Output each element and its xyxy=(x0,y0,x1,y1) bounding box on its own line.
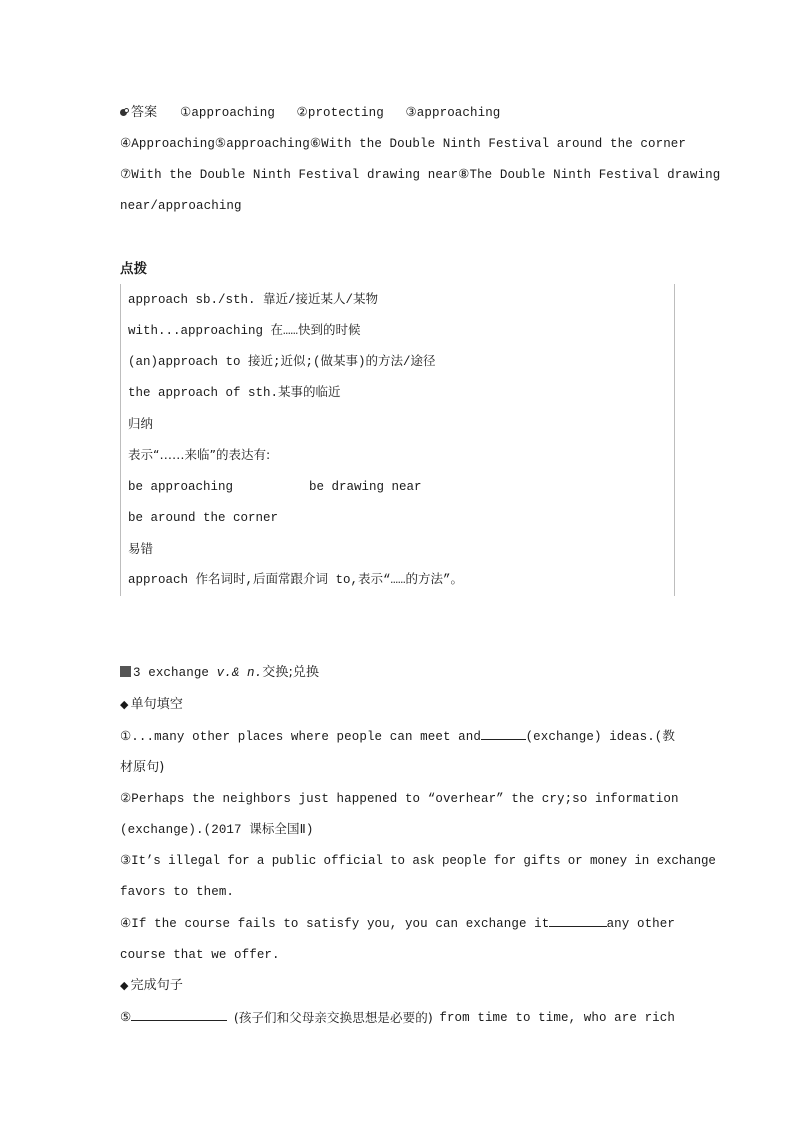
answer-item: ⑤approaching xyxy=(214,137,310,151)
answer-blank[interactable] xyxy=(549,914,606,927)
tips-expression: be around the corner xyxy=(128,511,279,525)
answer-item: ③approaching xyxy=(405,106,501,120)
tips-line: approach sb./sth. 靠近/接近某人/某物 xyxy=(128,293,379,307)
tips-box xyxy=(120,284,675,596)
section-header xyxy=(120,663,675,683)
diamond-icon: ◆ xyxy=(120,979,129,992)
section-number: 3 xyxy=(133,666,141,680)
question-2: ②Perhaps the neighbors just happened to “overhear” the cry;so information xyxy=(120,792,679,806)
answer-label: 答案 xyxy=(131,105,158,120)
answer-line-4: near/approaching xyxy=(120,199,242,213)
question-1: ①...many other places where people can meet and (exchange) ideas.(教 xyxy=(120,727,675,747)
tips-expression: be drawing near xyxy=(309,480,422,494)
tips-line: (an)approach to 接近;近似;(做某事)的方法/途径 xyxy=(128,355,436,369)
question-5: ⑤ (孩子们和父母亲交换思想是必要的) from time to time, who are rich xyxy=(120,1010,675,1025)
section-meaning: 交换;兑换 xyxy=(262,665,320,680)
tips-line: 表示“……来临”的表达有: xyxy=(128,447,271,462)
square-icon xyxy=(120,666,131,677)
answer-item: ⑧The Double Ninth Festival drawing xyxy=(458,168,721,182)
question-3: ③It’s illegal for a public official to ask people for gifts or money in exchange xyxy=(120,854,716,868)
question-4: ④If the course fails to satisfy you, you can exchange it any other xyxy=(120,914,675,934)
tips-line: approach 作名词时,后面常跟介词 to,表示“……的方法”。 xyxy=(128,573,464,587)
tips-title: 点拨 xyxy=(120,261,148,277)
answer-item: ⑥With the Double Ninth Festival around the corner xyxy=(309,137,687,151)
question-4-cont: course that we offer. xyxy=(120,948,280,962)
question-3-cont: favors to them. xyxy=(120,885,235,899)
answer-line-3 xyxy=(120,165,721,185)
section-pos: v.& n. xyxy=(216,666,263,680)
answer-item: ①approaching xyxy=(180,106,275,120)
answer-blank[interactable] xyxy=(131,1008,227,1021)
tips-summary-label: 归纳 xyxy=(128,416,154,431)
tips-line: with...approaching 在……快到的时候 xyxy=(128,324,361,338)
tips-line: the approach of sth.某事的临近 xyxy=(128,386,341,400)
answer-item: ⑦With the Double Ninth Festival drawing near xyxy=(120,168,459,182)
answer-line-1 xyxy=(120,103,675,123)
diamond-icon: ◆ xyxy=(120,698,129,711)
fill-title: ◆ 单句填空 xyxy=(120,697,183,712)
answer-blank[interactable] xyxy=(481,727,526,740)
answer-item: ②protecting xyxy=(296,106,384,120)
answer-icon xyxy=(120,108,130,117)
tips-error-label: 易错 xyxy=(128,541,154,556)
section-word: exchange xyxy=(148,666,210,680)
answer-item: ④Approaching xyxy=(120,137,215,151)
question-2-cont: (exchange).(2017 课标全国Ⅱ) xyxy=(120,823,314,837)
complete-title: ◆ 完成句子 xyxy=(120,978,183,993)
tips-expression: be approaching xyxy=(128,480,234,494)
answer-line-2 xyxy=(120,134,687,154)
question-1-cont: 材原句) xyxy=(120,760,165,775)
